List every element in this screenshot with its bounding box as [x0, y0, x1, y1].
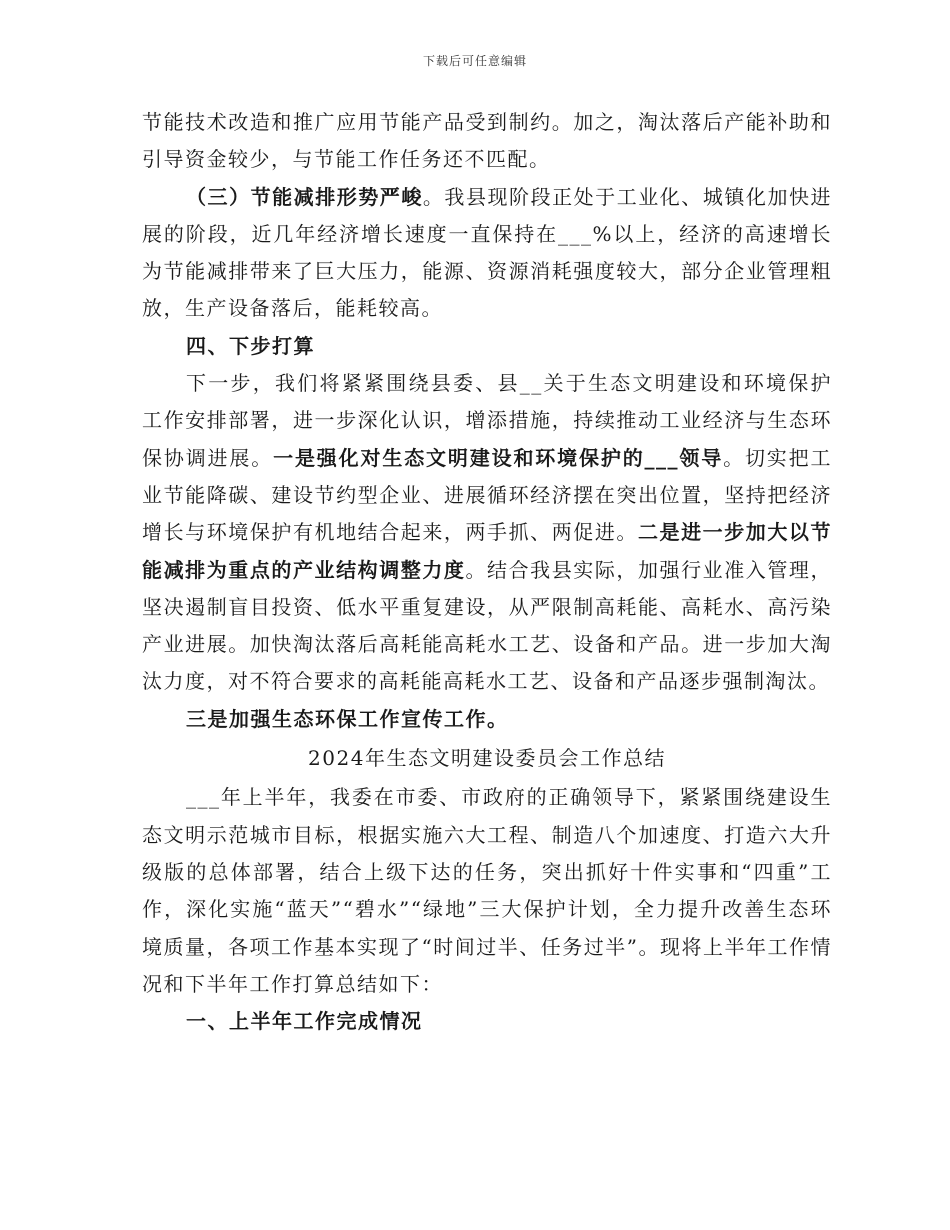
document-body	[142, 104, 832, 1040]
paragraph-next-steps	[142, 365, 832, 701]
paragraph-summary-intro: ___年上半年，我委在市委、市政府的正确领导下，紧紧围绕建设生态文明示范城市目标，根据实施六大工程、制造八个加速度、打造六大升级版的总体部署，结合上级下达的任务，突出抓好十件实事和“四重”工作，深化实施“蓝天”“碧水”“绿地”三大保护计划，全力提升改善生态环境质量，各项工作基本实现了“时间过半、任务过半”。现将上半年工作情况和下半年工作打算总结如下：	[142, 785, 832, 996]
paragraph-text: 。结合我县实际，加强行业准入管理，坚决遏制盲目投资、低水平重复建设，从严限制高耗能、高耗水、高污染产业进展。加快淘汰落后高耗能高耗水工艺、设备和产品。进一步加大淘汰力度，对不符合要求的高耗能高耗水工艺、设备和产品逐步强制淘汰。	[142, 557, 833, 694]
paragraph-text: 。切实把工业节能降碳、建设节约型企业、进展循环经济摆在突出位置，坚持把经济增长与环境保护有机地结合起来，两手抓、两促进。	[142, 445, 833, 545]
point-three-heading: 三是加强生态环保工作宣传工作。	[186, 706, 509, 731]
paragraph-text: 下一步，我们将紧紧围绕县委、县__关于生态文明建设和环境保护工作安排部署，进一步深化认识，增添措施，持续推动工业经济与生态环保协调进展。	[142, 371, 832, 470]
paragraph-energy-situation	[142, 179, 832, 328]
section-heading-three: （三）节能减排形势严峻	[186, 184, 423, 209]
document-title: 2024年生态文明建设委员会工作总结	[308, 746, 666, 771]
section-heading-one: 一、上半年工作完成情况	[186, 1009, 423, 1034]
paragraph-text: 。我县现阶段正处于工业化、城镇化加快进展的阶段，近几年经济增长速度一直保持在___%以上，经济的高速增长为节能减排带来了巨大压力，能源、资源消耗强度较大，部分企业管理粗放，生产设备落后，能耗较高。	[142, 184, 833, 321]
paragraph-energy-tech	[142, 104, 832, 179]
paragraph-text: 节能技术改造和推广应用节能产品受到制约。加之，淘汰落后产能补助和引导资金较少，与节能工作任务还不匹配。	[142, 110, 832, 172]
page-header: 下载后可任意编辑	[422, 54, 527, 68]
point-one-heading: 一是强化对生态文明建设和环境保护的___领导	[273, 445, 724, 470]
point-two-heading: 二是进一步加大以节能减排为重点的产业结构调整力度	[142, 520, 833, 582]
section-heading-four: 四、下步打算	[186, 333, 315, 358]
